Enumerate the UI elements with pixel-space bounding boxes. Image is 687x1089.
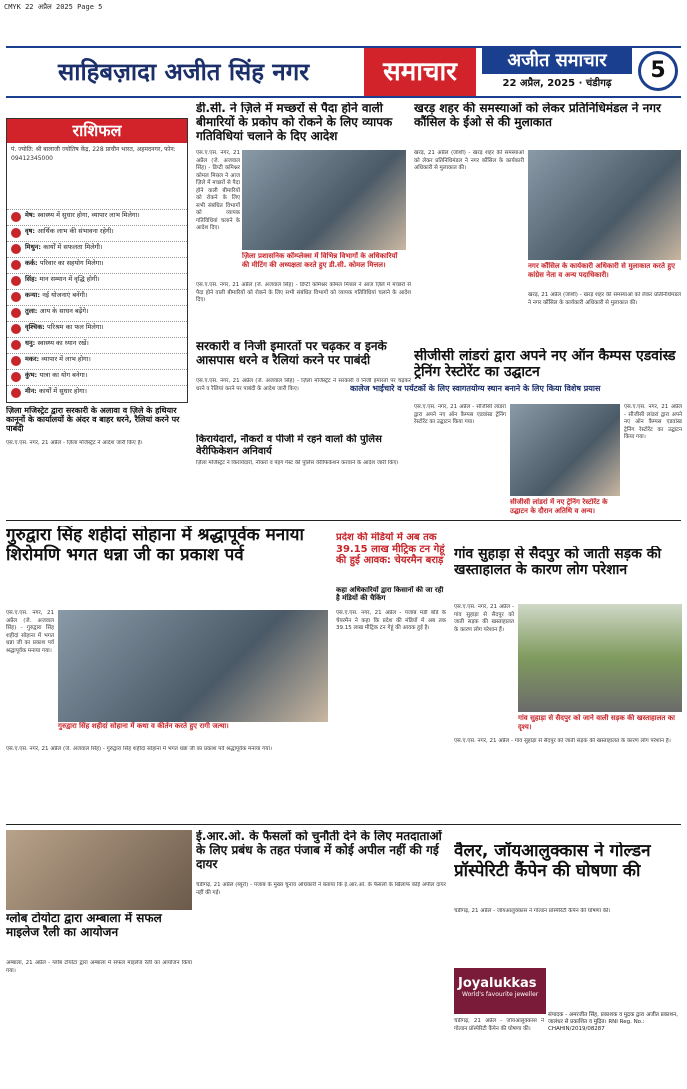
kharar-caption: नगर कौंसिल के कार्यकारी अधिकारी से मुलाकात करते हुए कांग्रेस नेता व अन्य पदाधिकारी। — [528, 262, 675, 279]
rashi-item — [7, 209, 187, 225]
rashi-item — [7, 241, 187, 257]
masthead-brand — [482, 48, 632, 96]
print-info: CMYK 22 अप्रैल 2025 Page 5 — [4, 3, 103, 11]
rashi-text: परिवार का सहयोग मिलेगा। — [39, 259, 104, 267]
rashi-text: मान सम्मान में वृद्धि होगी। — [39, 275, 100, 283]
rashi-sign: वृश्चिक: — [25, 323, 48, 331]
zodiac-icon — [11, 372, 21, 382]
rashi-sign: कर्क: — [25, 259, 40, 267]
kharar-photo — [528, 150, 681, 260]
kharar-headline: खरड़ शहर की समस्याओं को लेकर प्रतिनिधिमंडल ने नगर कौंसिल के ईओ से की मुलाकात — [414, 102, 661, 129]
gurudwara-caption: गुरुद्वारा सिंह शहीदां सोहाना में कथा व कीर्तन करते हुए रागी जत्था। — [58, 722, 229, 730]
rashi-item — [7, 321, 187, 337]
rashi-item — [7, 385, 187, 401]
joyalukkas-logo: Joyalukkas — [458, 976, 537, 991]
masthead-title: साहिबज़ादा अजीत सिंह नगर — [58, 57, 310, 86]
zila-headline: ज़िला मजिस्ट्रेट द्वारा सरकारी के अलावा व ज़िले के हथियार कानूनों के कार्यालयों के अंदर व बाहर धरने, रैलियां करने पर पाबंदी — [6, 406, 180, 434]
zodiac-icon — [11, 212, 21, 222]
zodiac-icon — [11, 292, 21, 302]
rashi-text: आय के साधन बढ़ेंगे। — [39, 307, 89, 315]
masthead-red-title: समाचार — [364, 48, 476, 96]
sgc-headline: सीजीसी लांडरां द्वारा अपने नए ऑन कैम्पस एडवांस्ड ट्रेनिंग रेस्टोरेंट का उद्घाटन — [414, 348, 676, 381]
joy-headline: वैलर, जॉयआलुक्कास ने गोल्डन प्रॉस्पेरिटी कैंपेन की घोषणा की — [454, 842, 651, 881]
rashi-text: आर्थिक लाभ की संभावना रहेगी। — [37, 227, 114, 235]
joyalukkas-tagline: World's favourite jeweller — [462, 991, 539, 998]
mandi-subhead: कहा अधिकारियों द्वारा किसानों की जा रही है मंडियों की चैकिंग — [336, 586, 444, 603]
zodiac-icon — [11, 340, 21, 350]
brand-name: अजीत समाचार — [482, 48, 632, 74]
rashi-text: नई योजनाएं बनेंगी। — [42, 291, 88, 299]
rashi-text: स्वास्थ्य का ध्यान रखें। — [37, 339, 89, 347]
sgc-caption: सीजीसी लांडरां में नए ट्रेनिंग रेस्टोरेंट के उद्घाटन के दौरान अतिथि व अन्य। — [510, 498, 608, 515]
gurudwara-photo — [58, 610, 328, 722]
dc-headline: डी.सी. ने ज़िले में मच्छरों से पैदा होने वाली बीमारियों के प्रकोप को रोकने के लिए व्यापक गतिविधियां चलाने के दिए आदेश — [196, 102, 393, 142]
joy-body: चंडीगढ़, 21 अप्रैल - जॉयआलुक्कास ने गोल्डन प्रॉस्पेरिटी कैंपेन की घोषणा की। — [454, 908, 611, 914]
rashi-text: कार्यों में सफलता मिलेगी। — [43, 243, 103, 251]
zodiac-icon — [11, 356, 21, 366]
sadak-caption: गांव सुहाड़ा से सैदपुर को जाने वाली सड़क की खस्ताहालत का दृश्य। — [518, 714, 675, 731]
sadak-photo — [518, 604, 682, 712]
rashi-item — [7, 369, 187, 385]
zodiac-icon — [11, 308, 21, 318]
rashifal-title: राशिफल — [7, 119, 187, 143]
rashi-item — [7, 305, 187, 321]
rashi-text: कार्यों में सुधार होगा। — [39, 387, 87, 395]
sadak-headline: गांव सुहाड़ा से सैदपुर को जाती सड़क की खस्ताहालत के कारण लोग परेशान — [454, 546, 662, 579]
rashi-text: परिश्रम का फल मिलेगा। — [47, 323, 104, 331]
masthead — [6, 46, 681, 98]
rashifal-box — [6, 118, 188, 403]
rashi-item — [7, 337, 187, 353]
glow-headline: ग्लोब टोयोटा द्वारा अम्बाला में सफल माइलेज रैली का आयोजन — [6, 912, 162, 939]
page-number: 5 — [638, 51, 678, 91]
rashi-item — [7, 273, 187, 289]
sadak-body-cont: एस.ए.एस. नगर, 21 अप्रैल - गांव सुहाड़ा से सैदपुर को जाती सड़क की खस्ताहालत के कारण लोग परेशान हैं। — [454, 738, 671, 744]
kharar-body-cont: खरड़, 21 अप्रैल (जोशी) - खरड़ शहर की समस्याओं को लेकर प्रतिनिधिमंडल ने नगर कौंसिल के कार्यकारी अधिकारी से मुलाकात की। — [528, 292, 681, 306]
dc-body-cont: एस.ए.एस. नगर, 21 अप्रैल (जे. अजवाल सिंह) - डिप्टी कमिश्नर कोमल मित्तल ने आज ज़िले में मच्छरों से पैदा होने वाली बीमारियों को रोकने के लिए सभी संबंधित विभागों को व्यापक गतिविधियां चलाने के आदेश दिए। — [196, 282, 411, 303]
joy-body-cont: चंडीगढ़, 21 अप्रैल - जॉयआलुक्कास ने गोल्डन प्रॉस्पेरिटी कैंपेन की घोषणा की। — [454, 1018, 544, 1032]
rashi-text: स्वास्थ्य में सुधार होगा, व्यापार लाभ मिलेगा। — [37, 211, 140, 219]
zila-body: एस.ए.एस. नगर, 21 अप्रैल - ज़िला मजिस्ट्रेट ने आदेश जारी किए हैं। — [6, 440, 143, 446]
rashi-text: यात्रा का योग बनेगा। — [39, 371, 88, 379]
kiraye-body: ज़िला मजिस्ट्रेट ने किरायेदारों, नौकरों व पेइंग गेस्ट की पुलिस वेरीफिकेशन करवाने के आदेश जारी किए। — [196, 460, 399, 466]
issue-date: 22 अप्रैल, 2025 · चंडीगढ़ — [502, 78, 612, 89]
rashi-item — [7, 289, 187, 305]
rashi-item — [7, 225, 187, 241]
zodiac-icon — [11, 228, 21, 238]
imprint-footer: संपादक - अमरजीत सिंह, प्रकाशक व मुद्रक द्वारा अजीत प्रकाशन, जालंधर से प्रकाशित व मुद्रित। RNI Reg. No.: CHAHIN/2019/08287 — [548, 1012, 678, 1032]
gurudwara-headline: गुरुद्वारा सिंह शहीदां सोहाना में श्रद्धापूर्वक मनाया शिरोमणि भगत धन्ना जी का प्रकाश पर्व — [6, 526, 304, 565]
rashi-sign: धनु: — [25, 339, 38, 347]
dc-body: एस.ए.एस. नगर, 21 अप्रैल (जे. अजवाल सिंह) - डिप्टी कमिश्नर कोमल मित्तल ने आज ज़िले में मच्छरों से पैदा होने वाली बीमारियों को रोकने के लिए सभी संबंधित विभागों को व्यापक गतिविधियां चलाने के आदेश दिए। — [196, 150, 240, 231]
rashi-sign: वृष: — [25, 227, 38, 235]
gurudwara-body: एस.ए.एस. नगर, 21 अप्रैल (जे. अजवाल सिंह) - गुरुद्वारा सिंह शहीदां सोहाना में भगत धन्ना जी का प्रकाश पर्व श्रद्धापूर्वक मनाया गया। — [6, 610, 54, 654]
rashifal-list — [7, 209, 187, 401]
sarkari-headline: सरकारी व निजी इमारतों पर चढ़कर व इनके आसपास धरने व रैलियां करने पर पाबंदी — [196, 340, 387, 367]
glow-body: अम्बाला, 21 अप्रैल - ग्लोब टोयोटा द्वारा अम्बाला में सफल माइलेज रैली का आयोजन किया गया। — [6, 960, 192, 974]
glow-photo — [6, 830, 192, 910]
section-divider — [6, 520, 681, 521]
mandi-headline: प्रदेश की मंडियों में अब तक 39.15 लाख मीट्रिक टन गेहूं की हुई आवक: चेयरमैन बराड़ — [336, 532, 445, 566]
zodiac-icon — [11, 324, 21, 334]
rashi-sign: मिथुन: — [25, 243, 44, 251]
sgc-body: एस.ए.एस. नगर, 21 अप्रैल - सीजीसी लांडरां द्वारा अपने नए ऑन कैम्पस एडवांस्ड ट्रेनिंग रेस्टोरेंट का उद्घाटन किया गया। — [414, 404, 506, 425]
rashi-sign: तुला: — [25, 307, 40, 315]
section-divider-2 — [6, 824, 681, 825]
ero-headline: ई.आर.ओ. के फैसलों को चुनौती देने के लिए मतदाताओं के लिए प्रबंध के तहत पंजाब में कोई अपील नहीं की गई दायर — [196, 830, 442, 871]
sgc-subhead: कालेज भाईचारे व पर्यटकों के लिए स्वागतयोग्य स्थान बनाने के लिए किया विशेष प्रयास — [350, 384, 601, 393]
sarkari-body: एस.ए.एस. नगर, 21 अप्रैल (जे. अजवाल सिंह) - ज़िला मजिस्ट्रेट ने सरकारी व निजी इमारतों पर चढ़कर धरने व रैलियां करने पर पाबंदी के आदेश जारी किए। — [196, 378, 411, 392]
mandi-body: एस.ए.एस. नगर, 21 अप्रैल - पंजाब मंडी बोर्ड के चेयरमैन ने कहा कि प्रदेश की मंडियों में अब तक 39.15 लाख मीट्रिक टन गेहूं की आवक हुई है। — [336, 610, 446, 631]
rashi-text: व्यापार में लाभ होगा। — [41, 355, 91, 363]
gurudwara-body-cont: एस.ए.एस. नगर, 21 अप्रैल (जे. अजवाल सिंह) - गुरुद्वारा सिंह शहीदां सोहाना में भगत धन्ना जी का प्रकाश पर्व श्रद्धापूर्वक मनाया गया। — [6, 746, 272, 752]
rashi-sign: कन्या: — [25, 291, 43, 299]
sgc-photo — [510, 404, 620, 496]
zodiac-icon — [11, 388, 21, 398]
dc-photo — [242, 150, 406, 250]
kharar-body: खरड़, 21 अप्रैल (जोशी) - खरड़ शहर की समस्याओं को लेकर प्रतिनिधिमंडल ने नगर कौंसिल के कार्यकारी अधिकारी से मुलाकात की। — [414, 150, 524, 171]
rashi-item — [7, 353, 187, 369]
zodiac-icon — [11, 244, 21, 254]
sgc-body-cont: एस.ए.एस. नगर, 21 अप्रैल - सीजीसी लांडरां द्वारा अपने नए ऑन कैम्पस एडवांस्ड ट्रेनिंग रेस्टोरेंट का उद्घाटन किया गया। — [624, 404, 682, 440]
kiraye-headline: किरायेदारों, नौकरों व पीजी में रहने वालों की पुलिस वेरीफिकेशन अनिवार्य — [196, 434, 382, 457]
rashifal-subtitle: पं. ज्योति: श्री बालाजी ज्योतिष केंद्र, 228 प्राचीन भारत, अहमदनगर, फोन: 09412345000 — [11, 146, 176, 162]
rashi-sign: मेष: — [25, 211, 38, 219]
zodiac-icon — [11, 260, 21, 270]
dc-caption: ज़िला प्रशासनिक कॉम्प्लेक्स में विभिन्न विभागों के अधिकारियों की मीटिंग की अध्यक्षता करते हुए डी.सी. कोमल मित्तल। — [242, 252, 398, 269]
joyalukkas-ad — [454, 968, 546, 1014]
rashi-item — [7, 257, 187, 273]
zodiac-icon — [11, 276, 21, 286]
rashi-sign: मीन: — [25, 387, 40, 395]
rashi-sign: सिंह: — [25, 275, 40, 283]
sadak-body: एस.ए.एस. नगर, 21 अप्रैल - गांव सुहाड़ा से सैदपुर को जाती सड़क की खस्ताहालत के कारण लोग परेशान हैं। — [454, 604, 514, 633]
ero-body: चंडीगढ़, 21 अप्रैल (ब्यूरो) - पंजाब के मुख्य चुनाव अधिकारी ने बताया कि ई.आर.ओ. के फैसलों के खिलाफ कोई अपील दायर नहीं की गई। — [196, 882, 446, 896]
rashi-sign: कुंभ: — [25, 371, 40, 379]
rashi-sign: मकर: — [25, 355, 42, 363]
